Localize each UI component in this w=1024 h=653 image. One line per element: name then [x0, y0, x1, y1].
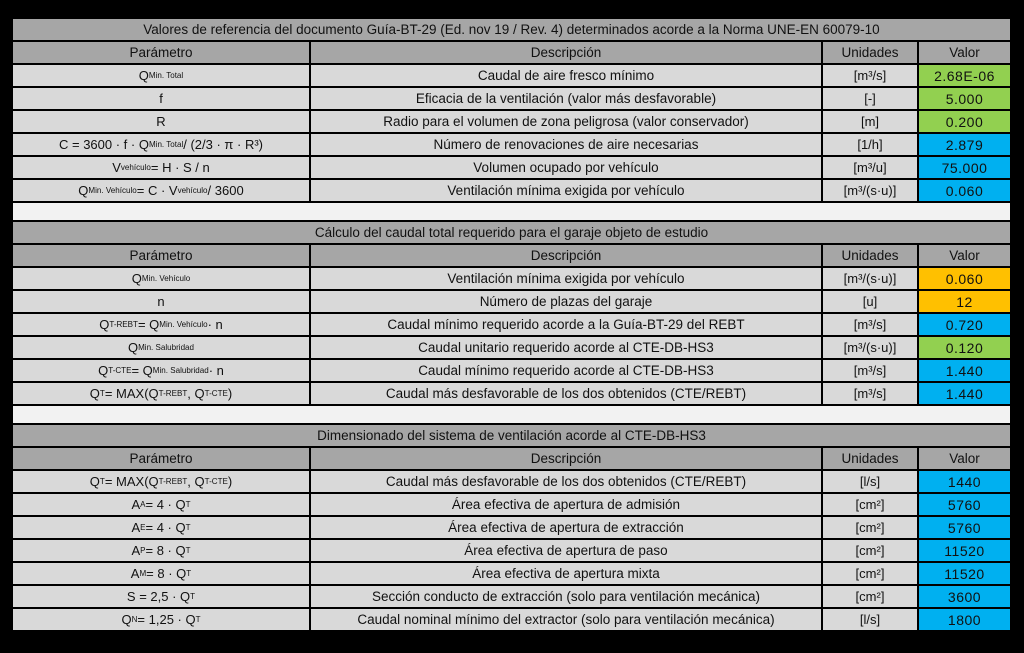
table-row [13, 180, 1010, 201]
table-row [13, 134, 1010, 155]
value-cell[interactable]: 5.000 [919, 88, 1010, 109]
table-caudal-total [13, 222, 1010, 404]
units-cell: [-] [823, 88, 917, 109]
parameter-cell: n [13, 291, 309, 312]
units-cell: [cm²] [823, 586, 917, 607]
parameter-cell: A P = 8 · Q T [13, 540, 309, 561]
value-cell[interactable]: 1.440 [919, 360, 1010, 381]
value-cell[interactable]: 2.879 [919, 134, 1010, 155]
description-cell: Número de renovaciones de aire necesarias [311, 134, 821, 155]
column-header-unidades: Unidades [823, 42, 917, 63]
table-body [13, 65, 1010, 201]
column-header-unidades: Unidades [823, 448, 917, 469]
units-cell: [cm²] [823, 517, 917, 538]
parameter-cell: V vehículo = H · S / n [13, 157, 309, 178]
parameter-cell: Q Min. Salubridad [13, 337, 309, 358]
description-cell: Caudal mínimo requerido acorde a la Guía-BT-29 del REBT [311, 314, 821, 335]
table-row [13, 314, 1010, 335]
table-header-row [13, 448, 1010, 469]
units-cell: [m³/u] [823, 157, 917, 178]
parameter-cell: Q T = MAX(Q T-REBT , Q T-CTE ) [13, 471, 309, 492]
parameter-cell: Q T-REBT = Q Min. Vehículo · n [13, 314, 309, 335]
description-cell: Caudal de aire fresco mínimo [311, 65, 821, 86]
table-row [13, 563, 1010, 584]
description-cell: Área efectiva de apertura de paso [311, 540, 821, 561]
value-cell[interactable]: 2.68E-06 [919, 65, 1010, 86]
table-row [13, 517, 1010, 538]
description-cell: Caudal más desfavorable de los dos obtenidos (CTE/REBT) [311, 471, 821, 492]
parameter-cell: f [13, 88, 309, 109]
units-cell: [cm²] [823, 494, 917, 515]
column-header-unidades: Unidades [823, 245, 917, 266]
parameter-cell: A A = 4 · Q T [13, 494, 309, 515]
value-cell[interactable]: 3600 [919, 586, 1010, 607]
description-cell: Sección conducto de extracción (solo para ventilación mecánica) [311, 586, 821, 607]
units-cell: [m] [823, 111, 917, 132]
description-cell: Caudal unitario requerido acorde al CTE-DB-HS3 [311, 337, 821, 358]
description-cell: Número de plazas del garaje [311, 291, 821, 312]
column-header-valor: Valor [919, 42, 1010, 63]
column-header-descripcion: Descripción [311, 42, 821, 63]
table-separator [13, 203, 1010, 220]
table-row [13, 65, 1010, 86]
parameter-cell: Q T-CTE = Q Min. Salubridad · n [13, 360, 309, 381]
value-cell[interactable]: 0.720 [919, 314, 1010, 335]
parameter-cell: Q Min. Vehículo = C · V vehículo / 3600 [13, 180, 309, 201]
description-cell: Radio para el volumen de zona peligrosa (valor conservador) [311, 111, 821, 132]
description-cell: Ventilación mínima exigida por vehículo [311, 268, 821, 289]
value-cell[interactable]: 75.000 [919, 157, 1010, 178]
units-cell: [cm²] [823, 563, 917, 584]
table-title-row [13, 19, 1010, 40]
value-cell[interactable]: 11520 [919, 563, 1010, 584]
table-title-row [13, 425, 1010, 446]
value-cell[interactable]: 1800 [919, 609, 1010, 630]
units-cell: [1/h] [823, 134, 917, 155]
value-cell[interactable]: 1.440 [919, 383, 1010, 404]
value-cell[interactable]: 5760 [919, 494, 1010, 515]
column-header-descripcion: Descripción [311, 448, 821, 469]
description-cell: Área efectiva de apertura mixta [311, 563, 821, 584]
units-cell: [l/s] [823, 471, 917, 492]
table-title: Valores de referencia del documento Guía-BT-29 (Ed. nov 19 / Rev. 4) determinados acorde a la Norma UNE-EN 60079-10 [13, 19, 1010, 40]
table-body [13, 471, 1010, 630]
value-cell[interactable]: 1440 [919, 471, 1010, 492]
description-cell: Caudal mínimo requerido acorde al CTE-DB-HS3 [311, 360, 821, 381]
parameter-cell: C = 3600 · f · Q Min. Total / (2/3 · π · R³) [13, 134, 309, 155]
value-cell[interactable]: 11520 [919, 540, 1010, 561]
description-cell: Caudal más desfavorable de los dos obtenidos (CTE/REBT) [311, 383, 821, 404]
parameter-cell: R [13, 111, 309, 132]
parameter-cell: A E = 4 · Q T [13, 517, 309, 538]
units-cell: [m³/s] [823, 383, 917, 404]
description-cell: Ventilación mínima exigida por vehículo [311, 180, 821, 201]
table-row [13, 337, 1010, 358]
units-cell: [m³/s] [823, 314, 917, 335]
table-row [13, 157, 1010, 178]
units-cell: [m³/s] [823, 65, 917, 86]
table-row [13, 471, 1010, 492]
description-cell: Área efectiva de apertura de extracción [311, 517, 821, 538]
table-row [13, 291, 1010, 312]
column-header-valor: Valor [919, 448, 1010, 469]
table-row [13, 88, 1010, 109]
units-cell: [cm²] [823, 540, 917, 561]
value-cell[interactable]: 0.120 [919, 337, 1010, 358]
units-cell: [m³/(s·u)] [823, 268, 917, 289]
units-cell: [m³/(s·u)] [823, 180, 917, 201]
parameter-cell: S = 2,5 · Q T [13, 586, 309, 607]
table-dimensionado [13, 425, 1010, 630]
table-row [13, 609, 1010, 630]
table-title: Dimensionado del sistema de ventilación acorde al CTE-DB-HS3 [13, 425, 1010, 446]
table-row [13, 383, 1010, 404]
table-header-row [13, 245, 1010, 266]
parameter-cell: Q N = 1,25 · Q T [13, 609, 309, 630]
parameter-cell: A M = 8 · Q T [13, 563, 309, 584]
table-row [13, 360, 1010, 381]
units-cell: [m³/(s·u)] [823, 337, 917, 358]
parameter-cell: Q T = MAX(Q T-REBT , Q T-CTE ) [13, 383, 309, 404]
value-cell[interactable]: 0.200 [919, 111, 1010, 132]
value-cell[interactable]: 0.060 [919, 180, 1010, 201]
parameter-cell: Q Min. Total [13, 65, 309, 86]
table-row [13, 540, 1010, 561]
units-cell: [u] [823, 291, 917, 312]
units-cell: [m³/s] [823, 360, 917, 381]
column-header-parametro: Parámetro [13, 42, 309, 63]
table-row [13, 268, 1010, 289]
table-header-row [13, 42, 1010, 63]
table-title-row [13, 222, 1010, 243]
table-row [13, 111, 1010, 132]
value-cell[interactable]: 0.060 [919, 268, 1010, 289]
column-header-parametro: Parámetro [13, 245, 309, 266]
description-cell: Área efectiva de apertura de admisión [311, 494, 821, 515]
units-cell: [l/s] [823, 609, 917, 630]
table-row [13, 586, 1010, 607]
value-cell[interactable]: 5760 [919, 517, 1010, 538]
table-body [13, 268, 1010, 404]
worksheet-content [13, 19, 1010, 630]
column-header-valor: Valor [919, 245, 1010, 266]
column-header-descripcion: Descripción [311, 245, 821, 266]
table-separator [13, 406, 1010, 423]
description-cell: Volumen ocupado por vehículo [311, 157, 821, 178]
column-header-parametro: Parámetro [13, 448, 309, 469]
value-cell[interactable]: 12 [919, 291, 1010, 312]
table-reference-values [13, 19, 1010, 201]
table-title: Cálculo del caudal total requerido para el garaje objeto de estudio [13, 222, 1010, 243]
table-row [13, 494, 1010, 515]
description-cell: Caudal nominal mínimo del extractor (solo para ventilación mecánica) [311, 609, 821, 630]
description-cell: Eficacia de la ventilación (valor más desfavorable) [311, 88, 821, 109]
parameter-cell: Q Min. Vehículo [13, 268, 309, 289]
